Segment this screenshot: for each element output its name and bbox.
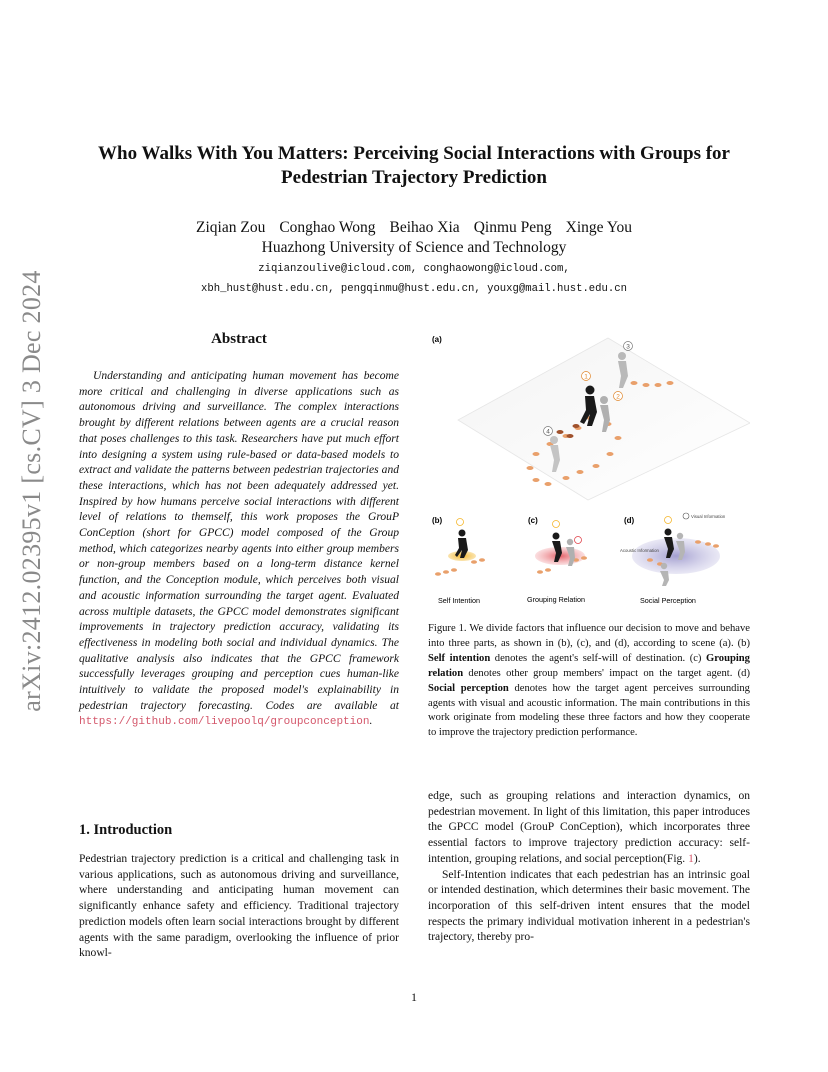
walker-self <box>455 530 468 559</box>
marker-4: 4 <box>546 428 550 436</box>
paragraph <box>428 789 750 868</box>
figure-reference-link[interactable]: 1 <box>688 852 694 865</box>
panel-c-label: (c) <box>528 516 538 525</box>
panel-b-label: (b) <box>432 516 443 525</box>
self-marker <box>457 519 464 526</box>
visual-marker <box>683 513 689 519</box>
marker-3: 3 <box>626 343 630 351</box>
paragraph: Self-Intention indicates that each pedestrian has an intrinsic goal or intended destination, which determines their basic movement. The incorporation of this self-driven intent ensures that the model respects the primary individual motivation inherent in a pedestrian's trajectory, thereby pro- <box>428 868 750 944</box>
author-name: Beihao Xia <box>389 219 460 236</box>
visual-information-label: Visual Information <box>691 514 726 519</box>
caption-term-self-intention: Self intention <box>428 652 491 664</box>
abstract-body <box>79 369 399 731</box>
author-name: Xinge You <box>565 219 632 236</box>
author-name: Qinmu Peng <box>473 219 552 236</box>
section-heading-introduction: 1. Introduction <box>79 822 173 838</box>
abstract-end: . <box>369 715 373 728</box>
group-marker-1 <box>553 521 560 528</box>
paragraph-text: ). <box>693 852 701 865</box>
figure-caption <box>428 622 750 741</box>
caption-term-social-perception: Social perception <box>428 682 509 694</box>
paragraph-text: edge, such as grouping relations and interaction dynamics, on pedestrian movement. In light of this limitation, this paper introduces the GPCC model (GrouP ConCeption), which incorporates three essential factors to improve trajectory prediction accuracy: self-intention, grouping relations, and social perception(Fig. <box>428 790 750 865</box>
abstract-text: Understanding and anticipating human movement has become more critical and challenging in diverse applications such as autonomous driving and surveillance. The complex interactions brought by different relations between agents are a crucial reason that poses challenges to this task. Researchers have put much effort into designing a system using rule-based or data-based models to extract and validate the patterns between pedestrian trajectories and these interactions, which has not been adequately addressed yet. Inspired by how humans perceive social interactions with different level of relations to themself, this work proposes the GrouP ConCeption (short for GPCC) model composed of the Group method, which categorizes nearby agents into either group members or non-group members based on a long-term distance kernel function, and the Conception module, which perceives both visual and acoustic information surrounding the target agent. Evaluated across multiple datasets, the GPCC model demonstrates significant improvements in trajectory prediction accuracy, validating its effectiveness in modeling both social and individual dynamics. The qualitative analysis also indicates that the GPCC framework successfully leverages grouping and perception cues human-like intuitively to validate the proposed model's explainability in pedestrian trajectory forecasting. Codes are available at <box>79 370 399 712</box>
paper-title: Who Walks With You Matters: Perceiving Social Interactions with Groups for Pedestrian Trajectory Prediction <box>98 143 730 188</box>
caption-text: denotes how the target agent perceives surrounding agents with visual and acoustic information. The main contributions in this work originate from modeling these three factors and how they cooperate to improve the trajectory prediction performance. <box>428 682 750 739</box>
author-list <box>60 218 768 238</box>
caption-text: denotes other group members' impact on the target agent. (d) <box>463 667 750 679</box>
label-grouping-relation: Grouping Relation <box>527 595 585 604</box>
author-name: Ziqian Zou <box>196 219 266 236</box>
introduction-body: Pedestrian trajectory prediction is a critical and challenging task in various applications, such as autonomous driving and surveillance, where understanding and anticipating human movement can significantly enhance safety and efficiency. Traditional trajectory prediction models often learn social interactions brought by different agents with the same paradigm, overlooking the influence of prior knowl- <box>79 853 399 960</box>
figure-1 <box>428 328 750 614</box>
email-line-2: xbh_hust@hust.edu.cn, pengqinmu@hust.edu.cn, youxg@mail.hust.edu.cn <box>201 283 627 295</box>
perception-marker <box>665 517 672 524</box>
caption-term-grouping-relation: Grouping relation <box>428 652 750 679</box>
marker-1: 1 <box>584 373 588 381</box>
caption-text: denotes the agent's self-will of destination. (c) <box>490 652 707 664</box>
affiliation: Huazhong University of Science and Technology <box>261 239 567 256</box>
caption-text: Figure 1. We divide factors that influence our decision to move and behave into three parts, as shown in (b), (c), and (d), according to scene (a). (b) <box>428 623 750 649</box>
visual-cone <box>668 516 724 542</box>
label-social-perception: Social Perception <box>640 596 696 605</box>
email-line-1: ziqianzoulive@icloud.com, conghaowong@icloud.com, <box>258 263 570 275</box>
panel-a-label: (a) <box>432 335 442 344</box>
acoustic-information-label: Acoustic Information <box>620 548 659 553</box>
marker-2: 2 <box>616 393 620 401</box>
panel-d-label: (d) <box>624 516 635 525</box>
group-marker-2 <box>575 537 582 544</box>
author-name: Conghao Wong <box>279 219 376 236</box>
arxiv-stamp: arXiv:2412.02395v1 [cs.CV] 3 Dec 2024 <box>17 270 46 712</box>
label-self-intention: Self Intention <box>438 596 480 605</box>
right-column-body <box>428 789 750 946</box>
abstract-heading: Abstract <box>211 331 267 347</box>
code-link[interactable]: https://github.com/livepoolq/groupconception <box>79 716 370 729</box>
page-number: 1 <box>411 990 417 1004</box>
